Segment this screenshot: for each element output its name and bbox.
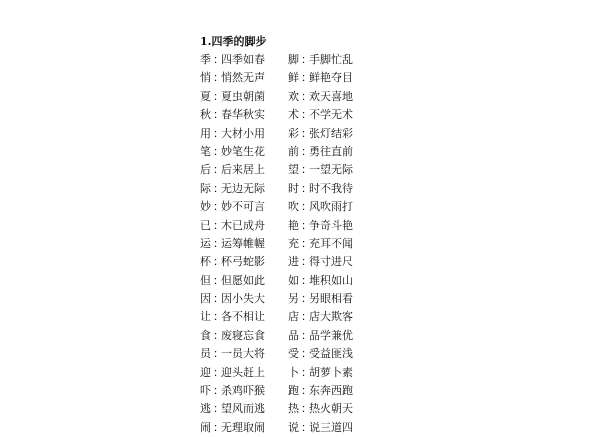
entry-character: 逃 <box>200 402 211 416</box>
entry-separator: ： <box>213 292 224 306</box>
entry-character: 说 <box>288 420 299 434</box>
word-entry <box>288 419 368 437</box>
entry-phrase: 妙不可言 <box>221 200 265 214</box>
word-entry <box>288 290 368 308</box>
entry-character: 如 <box>288 273 299 287</box>
entry-character: 术 <box>288 108 299 122</box>
entry-separator: ： <box>213 71 224 85</box>
entry-phrase: 因小失大 <box>221 292 265 306</box>
entry-phrase: 得寸进尺 <box>309 255 353 269</box>
entry-character: 彩 <box>288 126 299 140</box>
word-entry <box>288 180 368 198</box>
word-entry <box>200 253 280 271</box>
entry-separator: ： <box>301 328 312 342</box>
entry-separator: ： <box>213 144 224 158</box>
word-entry <box>200 180 280 198</box>
word-entry <box>200 419 280 437</box>
word-entry <box>288 161 368 179</box>
entry-phrase: 妙笔生花 <box>221 144 265 158</box>
entry-separator: ： <box>213 163 224 177</box>
entry-character: 夏 <box>200 89 211 103</box>
entry-separator: ： <box>213 384 224 398</box>
word-entry <box>200 106 280 124</box>
word-entry <box>200 125 280 143</box>
entry-phrase: 受益匪浅 <box>309 347 353 361</box>
left-column <box>200 51 280 437</box>
entry-character: 但 <box>200 273 211 287</box>
entry-phrase: 杀鸡吓猴 <box>221 384 265 398</box>
word-entry <box>200 51 280 69</box>
entry-separator: ： <box>213 108 224 122</box>
entry-separator: ： <box>301 347 312 361</box>
entry-phrase: 风吹雨打 <box>309 200 353 214</box>
entry-phrase: 勇往直前 <box>309 144 353 158</box>
entry-phrase: 欢天喜地 <box>309 89 353 103</box>
entry-separator: ： <box>301 53 312 66</box>
entry-character: 另 <box>288 292 299 306</box>
entry-phrase: 春华秋实 <box>221 108 265 122</box>
entry-separator: ： <box>213 420 224 434</box>
word-entry <box>200 272 280 290</box>
entry-phrase: 胡萝卜素 <box>309 365 353 379</box>
entry-character: 因 <box>200 292 211 306</box>
entry-phrase: 但愿如此 <box>221 273 265 287</box>
entry-separator: ： <box>301 218 312 232</box>
word-entry <box>200 345 280 363</box>
entry-character: 望 <box>288 163 299 177</box>
entry-phrase: 说三道四 <box>309 420 353 434</box>
entry-separator: ： <box>301 126 312 140</box>
entry-phrase: 无边无际 <box>221 181 265 195</box>
entry-character: 艳 <box>288 218 299 232</box>
entry-character: 欢 <box>288 89 299 103</box>
word-entry <box>200 327 280 345</box>
entry-separator: ： <box>301 108 312 122</box>
word-entry <box>288 106 368 124</box>
word-entry <box>200 143 280 161</box>
entry-phrase: 另眼相看 <box>309 292 353 306</box>
entry-phrase: 木已成舟 <box>221 218 265 232</box>
entry-separator: ： <box>301 71 312 85</box>
right-column <box>288 51 368 437</box>
word-entry <box>288 69 368 87</box>
entry-character: 闹 <box>200 420 211 434</box>
word-entry <box>200 400 280 418</box>
word-entry <box>288 143 368 161</box>
entry-phrase: 不学无术 <box>309 108 353 122</box>
word-entry <box>288 88 368 106</box>
entry-phrase: 店大欺客 <box>309 310 353 324</box>
entry-separator: ： <box>213 200 224 214</box>
entry-character: 吓 <box>200 384 211 398</box>
entry-character: 热 <box>288 402 299 416</box>
entry-character: 时 <box>288 181 299 195</box>
entry-phrase: 充耳不闻 <box>309 236 353 250</box>
entry-separator: ： <box>213 273 224 287</box>
entry-phrase: 一望无际 <box>309 163 353 177</box>
entry-separator: ： <box>301 144 312 158</box>
entry-character: 食 <box>200 328 211 342</box>
entry-separator: ： <box>213 236 224 250</box>
entry-character: 吹 <box>288 200 299 214</box>
entry-character: 员 <box>200 347 211 361</box>
entry-separator: ： <box>213 53 224 66</box>
entry-separator: ： <box>301 273 312 287</box>
entry-phrase: 废寝忘食 <box>221 328 265 342</box>
word-entry <box>288 364 368 382</box>
word-entry <box>200 235 280 253</box>
entry-character: 际 <box>200 181 211 195</box>
entry-character: 笔 <box>200 144 211 158</box>
entry-phrase: 一员大将 <box>221 347 265 361</box>
word-entry <box>288 327 368 345</box>
entry-separator: ： <box>213 365 224 379</box>
word-entry <box>288 272 368 290</box>
entry-separator: ： <box>213 255 224 269</box>
word-entry <box>200 161 280 179</box>
word-entry <box>200 382 280 400</box>
entry-phrase: 杯弓蛇影 <box>221 255 265 269</box>
word-entry <box>288 125 368 143</box>
entry-phrase: 时不我待 <box>309 181 353 195</box>
word-entry <box>200 88 280 106</box>
entry-separator: ： <box>301 420 312 434</box>
entry-separator: ： <box>301 181 312 195</box>
word-entry <box>200 308 280 326</box>
entry-phrase: 大材小用 <box>221 126 265 140</box>
entry-separator: ： <box>213 402 224 416</box>
entry-separator: ： <box>301 163 312 177</box>
word-entry <box>200 364 280 382</box>
entry-separator: ： <box>213 328 224 342</box>
entry-character: 跑 <box>288 384 299 398</box>
entry-separator: ： <box>213 310 224 324</box>
entry-character: 用 <box>200 126 211 140</box>
entry-separator: ： <box>301 255 312 269</box>
entry-character: 运 <box>200 236 211 250</box>
word-entry <box>200 290 280 308</box>
entry-separator: ： <box>301 200 312 214</box>
entry-character: 店 <box>288 310 299 324</box>
entry-phrase: 迎头赶上 <box>221 365 265 379</box>
entry-character: 鲜 <box>288 71 299 85</box>
word-entry <box>288 382 368 400</box>
entry-phrase: 四季如春 <box>221 53 265 66</box>
entry-character: 品 <box>288 328 299 342</box>
word-entry <box>288 308 368 326</box>
entry-separator: ： <box>213 126 224 140</box>
entry-character: 后 <box>200 163 211 177</box>
word-entry <box>288 400 368 418</box>
entry-character: 悄 <box>200 71 211 85</box>
entry-phrase: 品学兼优 <box>309 328 353 342</box>
entry-character: 卜 <box>288 365 299 379</box>
entry-character: 进 <box>288 255 299 269</box>
entry-phrase: 鲜艳夺目 <box>309 71 353 85</box>
word-entry <box>200 198 280 216</box>
entry-character: 充 <box>288 236 299 250</box>
entry-phrase: 运筹帷幄 <box>221 236 265 250</box>
entry-character: 脚 <box>288 53 299 66</box>
word-entry <box>288 235 368 253</box>
entry-phrase: 后来居上 <box>221 163 265 177</box>
entry-separator: ： <box>301 292 312 306</box>
word-entry <box>288 198 368 216</box>
entry-separator: ： <box>301 89 312 103</box>
entry-separator: ： <box>213 181 224 195</box>
entry-character: 杯 <box>200 255 211 269</box>
entry-phrase: 手脚忙乱 <box>309 53 353 66</box>
word-entry <box>200 217 280 235</box>
entry-phrase: 无理取闹 <box>221 420 265 434</box>
entry-phrase: 热火朝天 <box>309 402 353 416</box>
entry-phrase: 各不相让 <box>221 310 265 324</box>
entry-phrase: 堆积如山 <box>309 273 353 287</box>
entry-separator: ： <box>301 365 312 379</box>
entry-character: 已 <box>200 218 211 232</box>
document-title: 1.四季的脚步 <box>200 35 267 48</box>
entry-phrase: 望风而逃 <box>221 402 265 416</box>
word-entry <box>200 69 280 87</box>
word-entry <box>288 345 368 363</box>
entry-separator: ： <box>213 89 224 103</box>
entry-separator: ： <box>301 384 312 398</box>
entry-character: 秋 <box>200 108 211 122</box>
entry-character: 让 <box>200 310 211 324</box>
entry-character: 妙 <box>200 200 211 214</box>
word-entry <box>288 51 368 69</box>
entry-character: 受 <box>288 347 299 361</box>
entry-character: 季 <box>200 53 211 66</box>
entry-character: 迎 <box>200 365 211 379</box>
entry-phrase: 夏虫朝菌 <box>221 89 265 103</box>
word-entry <box>288 217 368 235</box>
entry-phrase: 张灯结彩 <box>309 126 353 140</box>
entry-phrase: 争奇斗艳 <box>309 218 353 232</box>
entry-separator: ： <box>213 218 224 232</box>
word-entry <box>288 253 368 271</box>
entry-separator: ： <box>213 347 224 361</box>
entry-separator: ： <box>301 402 312 416</box>
entry-separator: ： <box>301 310 312 324</box>
entry-phrase: 东奔西跑 <box>309 384 353 398</box>
entry-phrase: 悄然无声 <box>221 71 265 85</box>
entry-character: 前 <box>288 144 299 158</box>
entry-separator: ： <box>301 236 312 250</box>
